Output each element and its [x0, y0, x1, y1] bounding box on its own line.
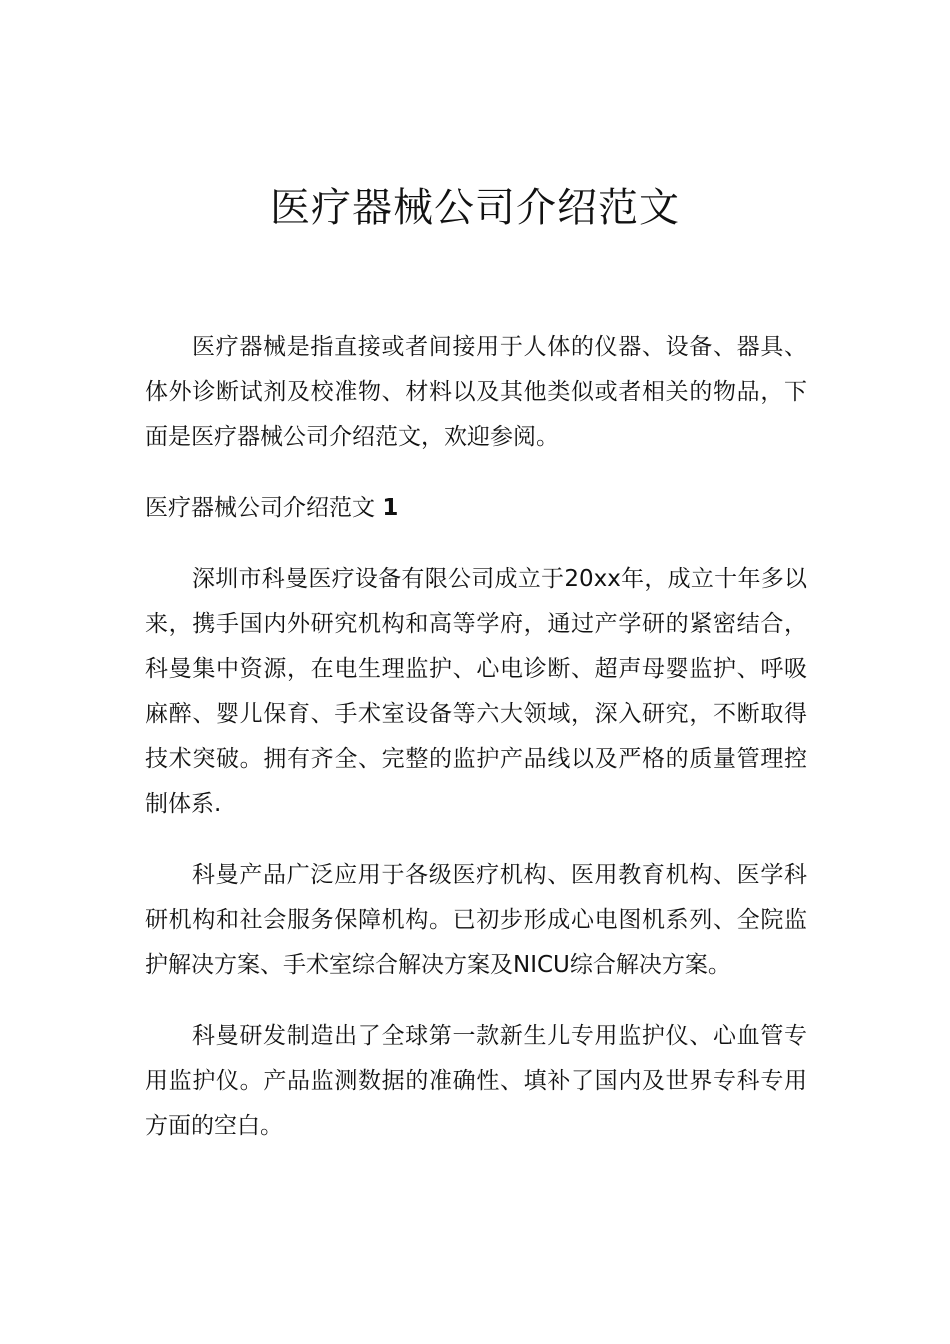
body-paragraph-3: 科曼研发制造出了全球第一款新生儿专用监护仪、心血管专用监护仪。产品监测数据的准确性、填补了国内及世界专科专用方面的空白。 — [145, 1023, 807, 1139]
document-title: 医疗器械公司介绍范文 — [270, 185, 680, 231]
intro-paragraph: 医疗器械是指直接或者间接用于人体的仪器、设备、器具、体外诊断试剂及校准物、材料以及其他类似或者相关的物品，下面是医疗器械公司介绍范文，欢迎参阅。 — [145, 334, 807, 450]
body-paragraph-2: 科曼产品广泛应用于各级医疗机构、医用教育机构、医学科研机构和社会服务保障机构。已初步形成心电图机系列、全院监护解决方案、手术室综合解决方案及NICU综合解决方案。 — [145, 862, 807, 978]
section-heading — [145, 486, 807, 531]
section-heading-number: 1 — [382, 495, 399, 521]
body-paragraph-1: 深圳市科曼医疗设备有限公司成立于20xx年，成立十年多以来，携手国内外研究机构和高等学府，通过产学研的紧密结合，科曼集中资源，在电生理监护、心电诊断、超声母婴监护、呼吸麻醉、婴儿保育、手术室设备等六大领域，深入研究，不断取得技术突破。拥有齐全、完整的监护产品线以及严格的质量管理控制体系. — [145, 566, 807, 817]
document-body — [145, 325, 807, 1149]
section-heading-text: 医疗器械公司介绍范文 — [145, 495, 375, 521]
